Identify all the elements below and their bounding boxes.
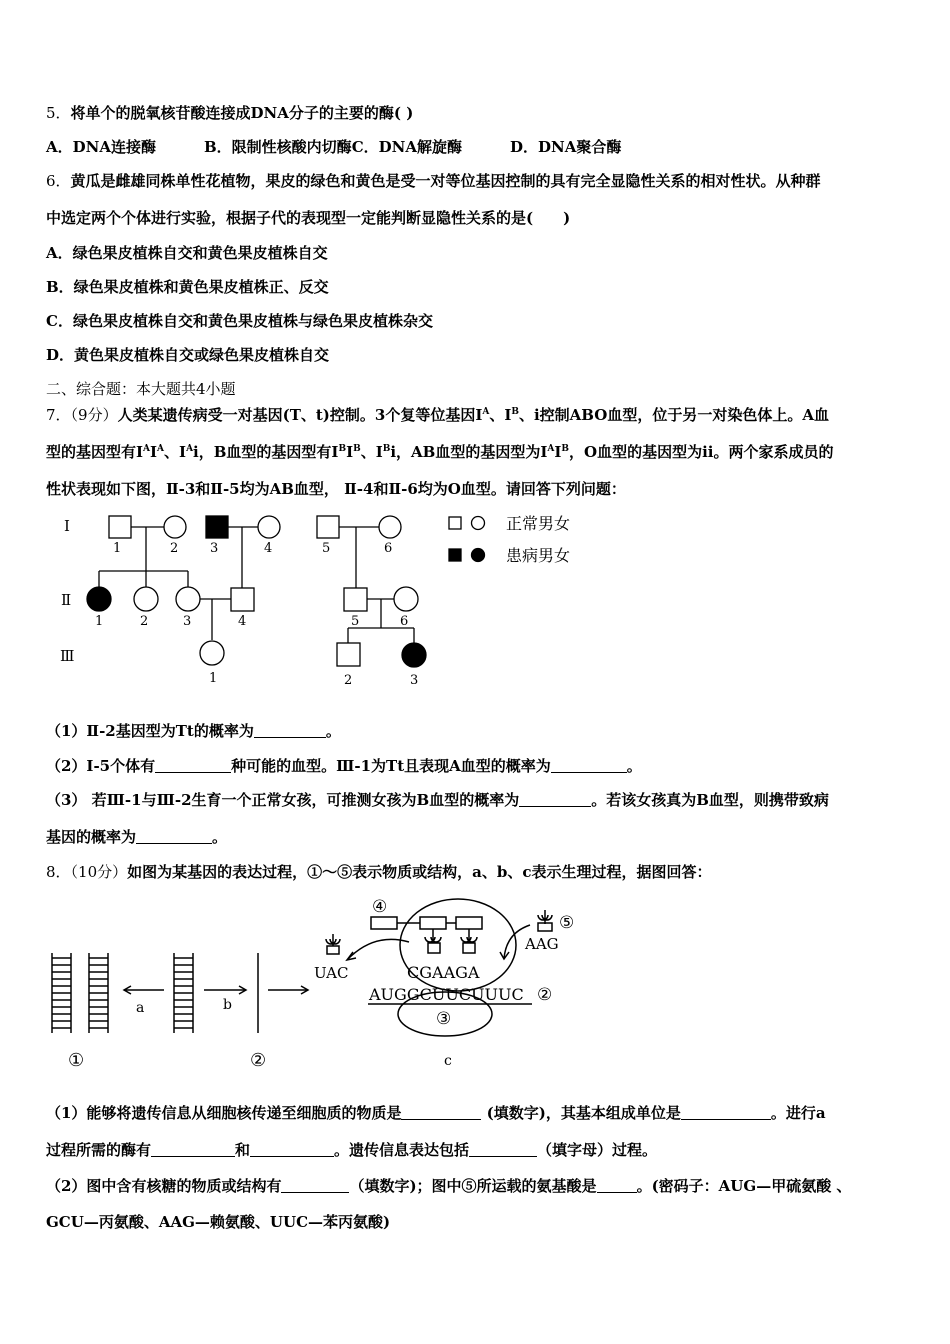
q7-text-2a: 型的基因型有I [46,443,144,461]
q7-stem-line2 [46,442,833,462]
q6-text-1: 黄瓜是雌雄同株单性花植物，果皮的绿色和黄色是受一对等位基因控制的具有完全显隐性关系的相对性状。从种群 [70,172,821,190]
ped-label: 6 [384,541,393,556]
label-circ-5: ⑤ [559,913,575,933]
answer-blank[interactable] [281,1178,349,1193]
pedigree-I5-male [317,516,339,538]
q8-sub1-text-g: （填字母）过程。 [537,1141,658,1159]
legend-normal-label: 正常男女 [506,514,571,533]
q7-sub3-text-b: 。若该女孩真为B血型，则携带致病 [591,791,829,809]
pedigree-II4-male [231,588,254,611]
pedigree-III1-female [200,641,224,665]
q7-sub2-text-b: 种可能的血型。Ⅲ-1为Tt且表现A血型的概率为 [231,757,551,775]
q7-text-2b3: I [554,443,562,461]
sup-b: B [382,444,391,454]
q8-sub1-line2 [46,1140,657,1160]
ped-label: 3 [410,673,419,688]
q5-option-b: B．限制性核酸内切酶 [204,138,352,156]
q5-number: 5． [46,104,71,122]
q8-sub2-text-c: 。(密码子：AUG—甲硫氨酸 、 [636,1177,852,1195]
q5-options [46,137,621,157]
q7-text-1sep: 、I [489,406,512,424]
peptide-chain [420,917,446,929]
anticodon-seq: CGAAGA [407,963,480,982]
q7-text-2c2: 、I [360,443,383,461]
codon-uac: UAC [314,964,349,982]
q8-sub2-line2: GCU—丙氨酸、AAG—赖氨酸、UUC—苯丙氨酸) [46,1213,391,1231]
gen-label-II: Ⅱ [61,591,72,609]
q8-sub2-text-b: （填数字)；图中⑤所运载的氨基酸是 [349,1177,597,1195]
q8-sub1-text-f: 。遗传信息表达包括 [334,1141,470,1159]
pedigree-II5-male [344,588,367,611]
sup-a: A [186,444,194,454]
sup-b: B [338,444,347,454]
answer-blank[interactable] [151,1142,235,1157]
q6-number: 6． [46,172,71,190]
answer-blank[interactable] [250,1142,334,1157]
ped-label: 4 [238,614,247,629]
codon-aag: AAG [525,935,559,953]
label-circ-2: ② [250,1050,267,1071]
legend-affected-female-icon [472,549,485,562]
label-circ-2b: ② [537,985,553,1005]
ped-label: 2 [140,614,149,629]
process-label-b: b [223,997,232,1013]
pedigree-III2-male [337,643,360,666]
ped-label: 1 [95,614,104,629]
q5-text: 将单个的脱氧核苷酸连接成DNA分子的主要的酶( ) [70,104,414,122]
q7-sub3-text-c: 基因的概率为 [46,828,137,846]
q7-text-2b: I [150,443,158,461]
ped-label: 1 [209,671,218,686]
legend-affected-label: 患病男女 [506,546,571,565]
ped-label: 5 [351,614,360,629]
q8-stem [46,862,712,882]
answer-blank[interactable] [681,1105,771,1120]
q8-sub2-text: （2）图中含有核糖的物质或结构有 [46,1177,282,1195]
q7-score: （9分） [70,406,118,424]
trna-icon [425,929,441,953]
q7-sub2 [46,756,642,776]
q8-sub1-text-d: 过程所需的酶有 [46,1141,152,1159]
q5-stem [46,103,413,123]
pedigree-II6-female [394,587,418,611]
mrna-seq: AUGGCUUCUUUC [369,985,524,1004]
trna-icon [461,929,477,953]
ped-label: 3 [183,614,192,629]
q7-sub1 [46,721,341,741]
q8-text: 如图为某基因的表达过程，①～⑤表示物质或结构，a、b、c表示生理过程，据图回答： [127,863,712,881]
q7-text-2b2: I [346,443,354,461]
sup-b: B [511,407,519,417]
trna-leaving-icon [326,934,340,954]
q7-stem-line3: 性状表现如下图，Ⅱ-3和Ⅱ-5均为AB血型， Ⅱ-4和Ⅱ-6均为O血型。请回答下列问题： [46,480,626,498]
gene-expression-diagram [40,890,600,1075]
q6-option-a: A．绿色果皮植株自交和黄色果皮植株自交 [46,244,328,262]
q7-text-1a: 人类某遗传病受一对基因(T、t)控制。3个复等位基因I [117,406,483,424]
pedigree-I3-male-affected [206,516,228,538]
q8-sub1-text-e: 和 [235,1141,251,1159]
label-circ-4: ④ [372,897,388,917]
q8-sub2 [46,1176,851,1196]
ped-label: 2 [344,673,353,688]
q7-text-2c: 、I [164,443,187,461]
ped-label: 3 [210,541,219,556]
q7-sub3-text: （3） 若Ⅲ-1与Ⅲ-2生育一个正常女孩，可推测女孩为B血型的概率为 [46,791,520,809]
sup-a: A [547,444,555,454]
q7-text-2e: i，AB血型的基因型为I [390,443,548,461]
q7-sub2-end: 。 [626,757,642,775]
q6-stem-line2: 中选定两个个体进行实验，根据子代的表现型一定能判断显隐性关系的是( ) [46,209,571,227]
ped-label: 1 [113,541,122,556]
gen-label-I: Ⅰ [64,517,70,535]
sup-a: A [482,407,490,417]
pedigree-I6-female [379,516,401,538]
q5-option-a: A．DNA连接酶 [46,138,156,156]
answer-blank[interactable] [469,1142,537,1157]
q7-sub1-end: 。 [325,722,341,740]
answer-blank[interactable] [597,1178,637,1193]
q7-sub1-text: （1）Ⅱ-2基因型为Tt的概率为 [46,722,254,740]
q8-sub1-text-c: 。进行a [770,1104,826,1122]
pedigree-I1-male [109,516,131,538]
pedigree-II1-female-affected [87,587,111,611]
q7-sub3 [46,790,829,810]
q7-number: 7． [46,406,71,424]
pedigree-diagram [50,508,610,693]
ped-label: 5 [322,541,331,556]
q5-option-c: C．DNA解旋酶 [351,138,462,156]
peptide-chain [456,917,482,929]
legend-normal-male-icon [449,517,461,529]
pedigree-I2-female [164,516,186,538]
sup-a: A [143,444,151,454]
sup-b: B [561,444,570,454]
answer-blank[interactable] [551,758,627,773]
sup-b: B [353,444,361,454]
q7-text-1b: 、i控制ABO血型，位于另一对染色体上。A血 [518,406,829,424]
peptide-chain [371,917,397,929]
label-circ-3: ③ [436,1009,452,1029]
label-circ-1: ① [68,1050,85,1071]
q6-option-b: B．绿色果皮植株和黄色果皮植株正、反交 [46,278,329,296]
pedigree-II3-female [176,587,200,611]
pedigree-I4-female [258,516,280,538]
q7-text-2f: ，O血型的基因型为ii。两个家系成员的 [569,443,834,461]
q6-option-d: D．黄色果皮植株自交或绿色果皮植株自交 [46,346,330,364]
q7-stem-line1 [46,405,829,425]
answer-blank[interactable] [401,1105,481,1120]
legend-normal-female-icon [472,517,485,530]
q7-text-2d: i，B血型的基因型有I [193,443,339,461]
q8-sub1-text: （1）能够将遗传信息从细胞核传递至细胞质的物质是 [46,1104,402,1122]
ped-label: 6 [400,614,409,629]
q7-sub2-text: （2）Ⅰ-5个体有 [46,757,156,775]
q5-option-d: D．DNA聚合酶 [509,138,622,156]
section-heading: 二、综合题：本大题共4小题 [46,380,236,398]
legend-affected-male-icon [449,549,461,561]
q8-sub1 [46,1103,826,1123]
q6-option-c: C．绿色果皮植株自交和黄色果皮植株与绿色果皮植株杂交 [46,312,433,330]
q8-score: （10分） [70,863,128,881]
q8-number: 8． [46,863,71,881]
pedigree-II2-female [134,587,158,611]
answer-blank[interactable] [155,758,231,773]
q8-sub1-text-b: (填数字)，其基本组成单位是 [481,1104,681,1122]
process-label-a: a [136,1000,145,1016]
answer-blank[interactable] [254,723,326,738]
ped-label: 2 [170,541,179,556]
ped-label: 4 [264,541,273,556]
answer-blank[interactable] [519,792,591,807]
q7-sub3-end: 。 [212,828,228,846]
process-label-c: c [444,1053,452,1069]
q7-sub3-line2 [46,827,227,847]
sup-a: A [157,444,165,454]
gen-label-III: Ⅲ [60,647,75,665]
answer-blank[interactable] [136,829,212,844]
pedigree-III3-female-affected [402,643,426,667]
trna-incoming-icon [538,910,552,931]
q6-stem-line1 [46,171,821,191]
